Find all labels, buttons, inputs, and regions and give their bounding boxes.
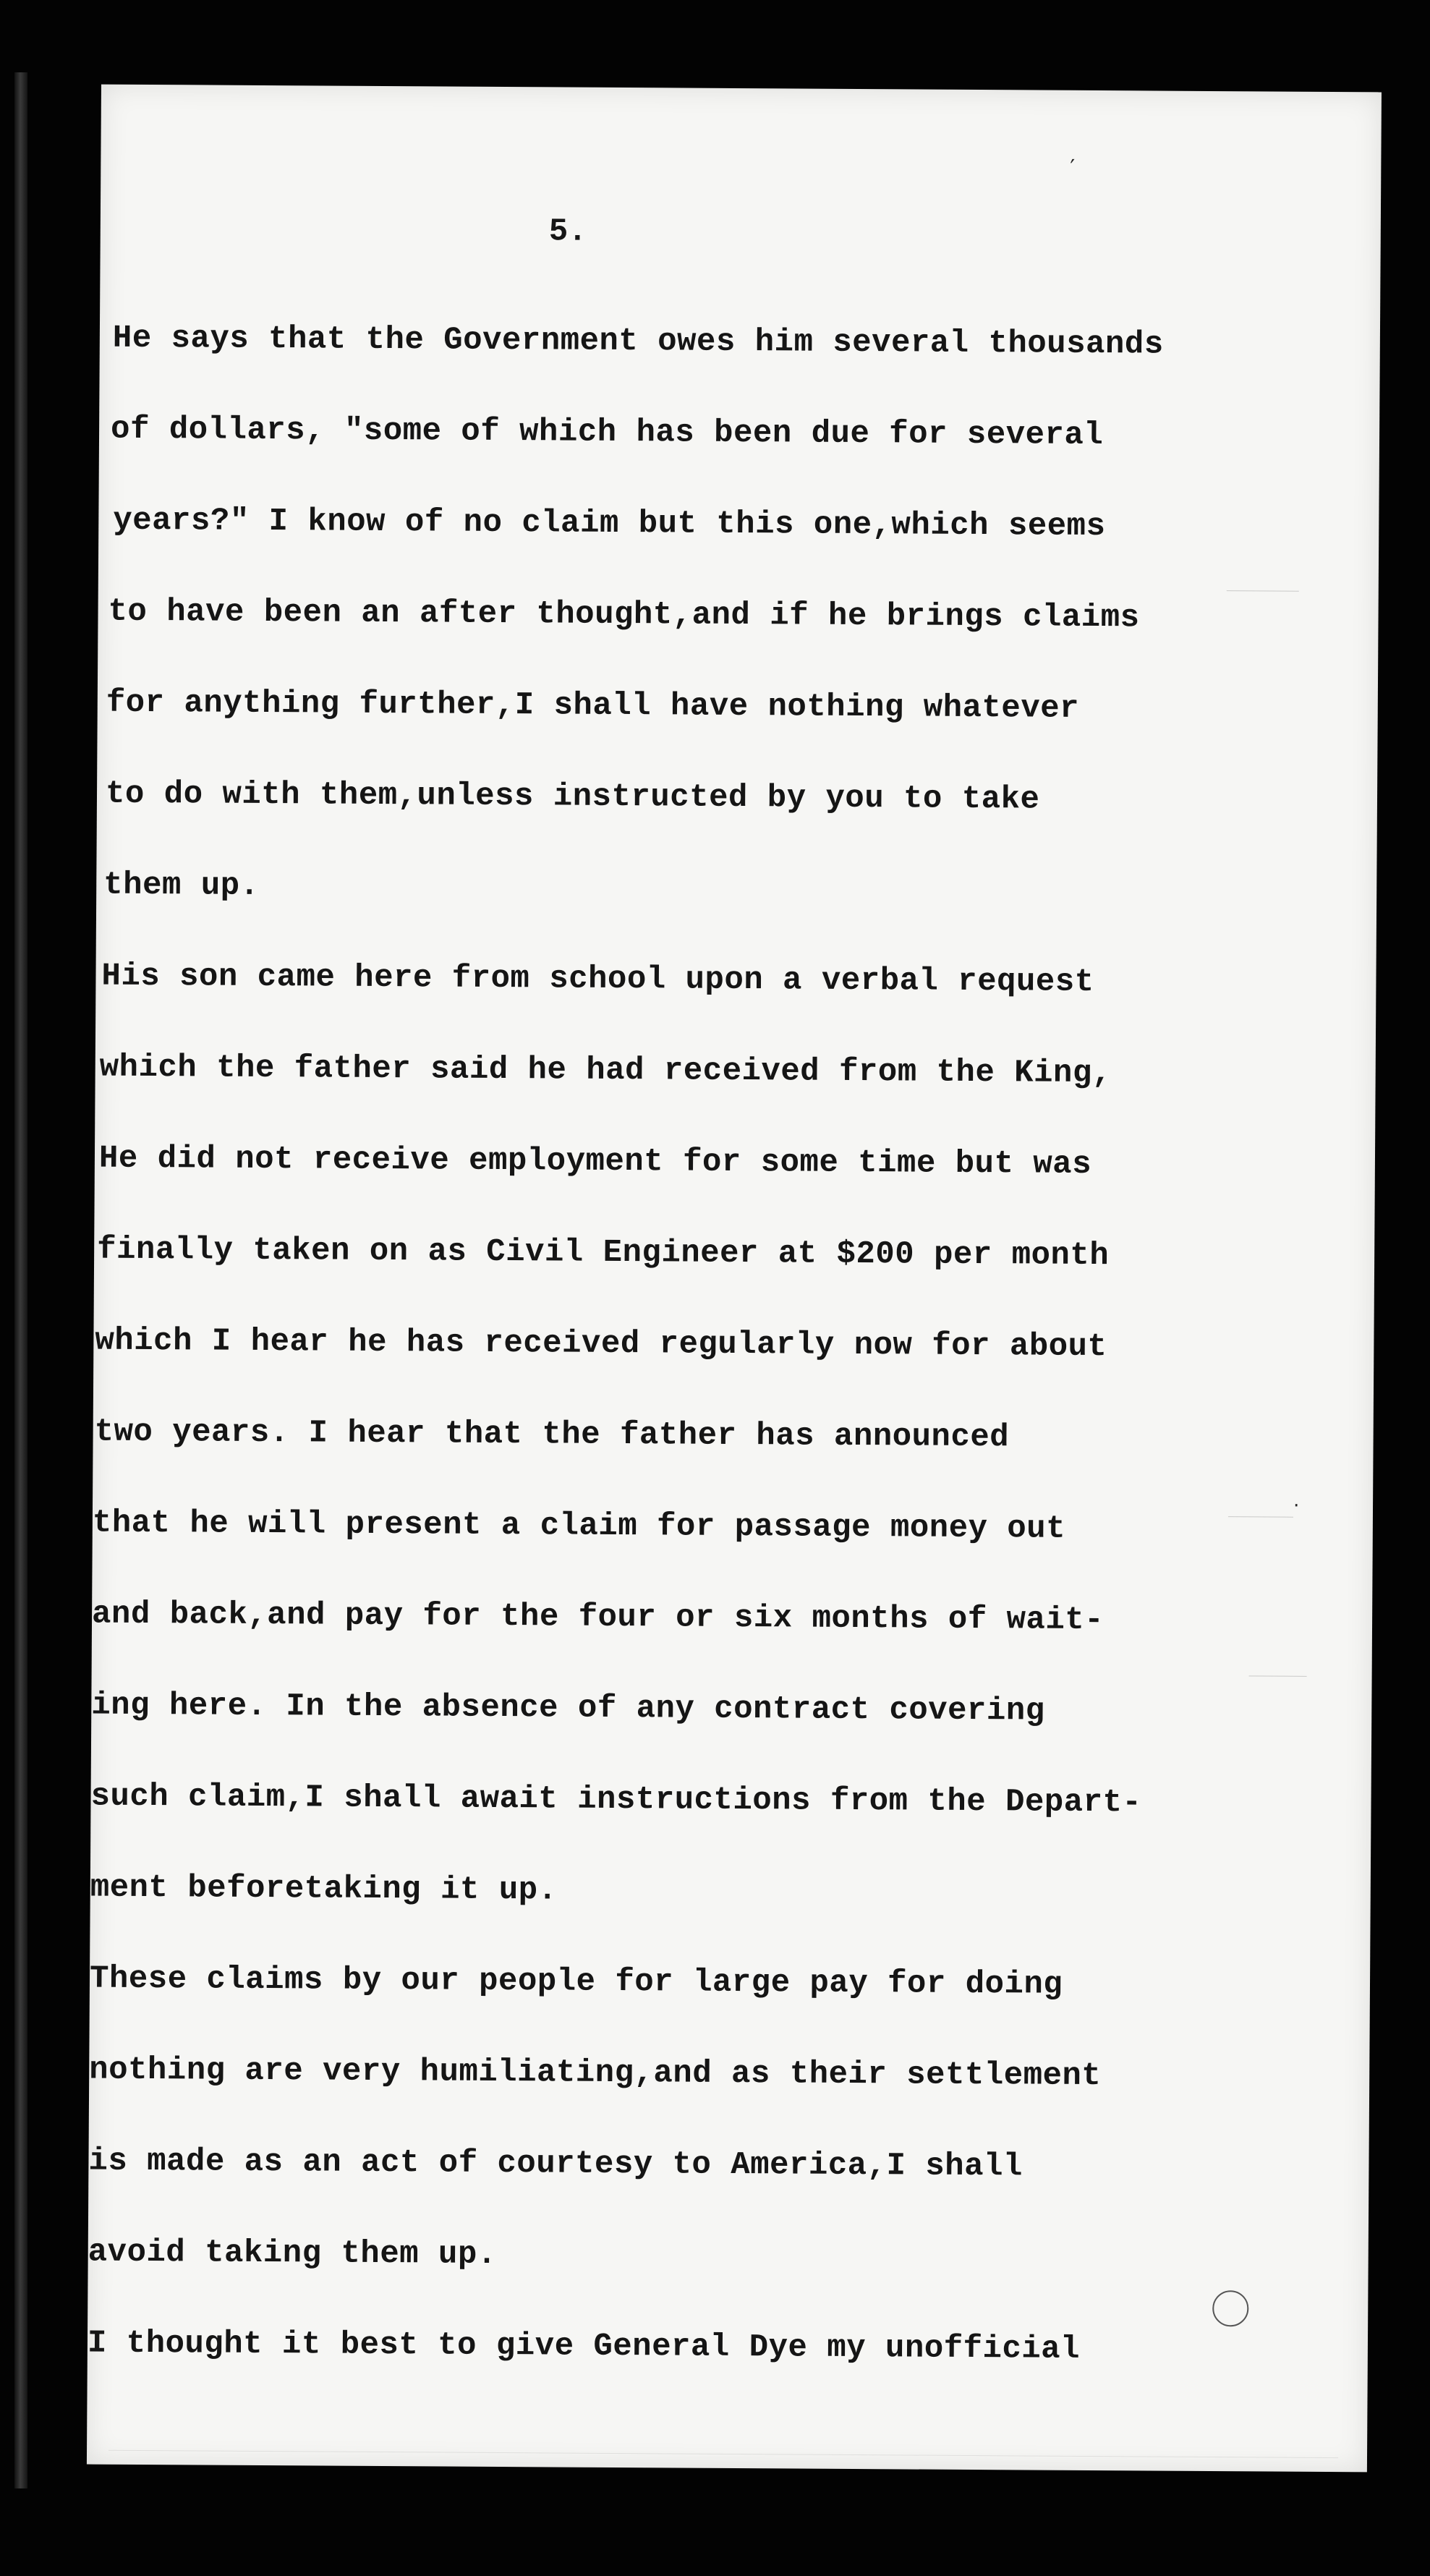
text-line: to do with them,unless instructed by you to take (105, 775, 1040, 818)
text-line: I thought it best to give General Dye my unofficial (87, 2325, 1081, 2368)
text-line: and back,and pay for the four or six months of wait- (91, 1596, 1105, 1639)
text-line: He says that the Government owes him several thousands (112, 320, 1164, 363)
text-line: His son came here from school upon a verbal request (101, 958, 1094, 1001)
paper-edge-shadow (108, 2450, 1338, 2458)
text-line: ment beforetaking it up. (90, 1869, 558, 1909)
text-line: which I hear he has received regularly now for about (95, 1322, 1107, 1366)
text-line: for anything further,I shall have nothing whatever (106, 684, 1080, 727)
text-line: which the father said he had received from the King, (99, 1049, 1112, 1092)
text-line: is made as an act of courtesy to America,I shall (88, 2143, 1023, 2185)
letter-body (88, 293, 1381, 2397)
text-line: finally taken on as Civil Engineer at $200 per month (97, 1231, 1110, 1275)
film-edge (14, 72, 27, 2488)
stray-mark: ′ (1070, 155, 1076, 181)
text-line: These claims by our people for large pay for doing (89, 1960, 1063, 2003)
text-line: of dollars, "some of which has been due for several (110, 411, 1104, 454)
text-line: avoid taking them up. (88, 2234, 497, 2273)
page-number: 5. (548, 213, 587, 250)
text-line: years?" I know of no claim but this one,which seems (113, 502, 1106, 545)
text-line: that he will present a claim for passage money out (92, 1505, 1066, 1547)
text-line: such claim,I shall await instructions from the Depart- (90, 1778, 1142, 1822)
text-line: to have been an after thought,and if he brings claims (108, 593, 1140, 637)
text-line: them up. (103, 867, 260, 904)
text-line: ing here. In the absence of any contract covering (91, 1687, 1045, 1730)
stray-mark: · (1293, 1495, 1300, 1517)
document-page (87, 85, 1382, 2473)
text-line: He did not receive employment for some time but was (98, 1140, 1092, 1183)
text-line: nothing are very humiliating,and as their settlement (89, 2052, 1102, 2095)
text-line: two years. I hear that the father has announced (94, 1414, 1010, 1456)
